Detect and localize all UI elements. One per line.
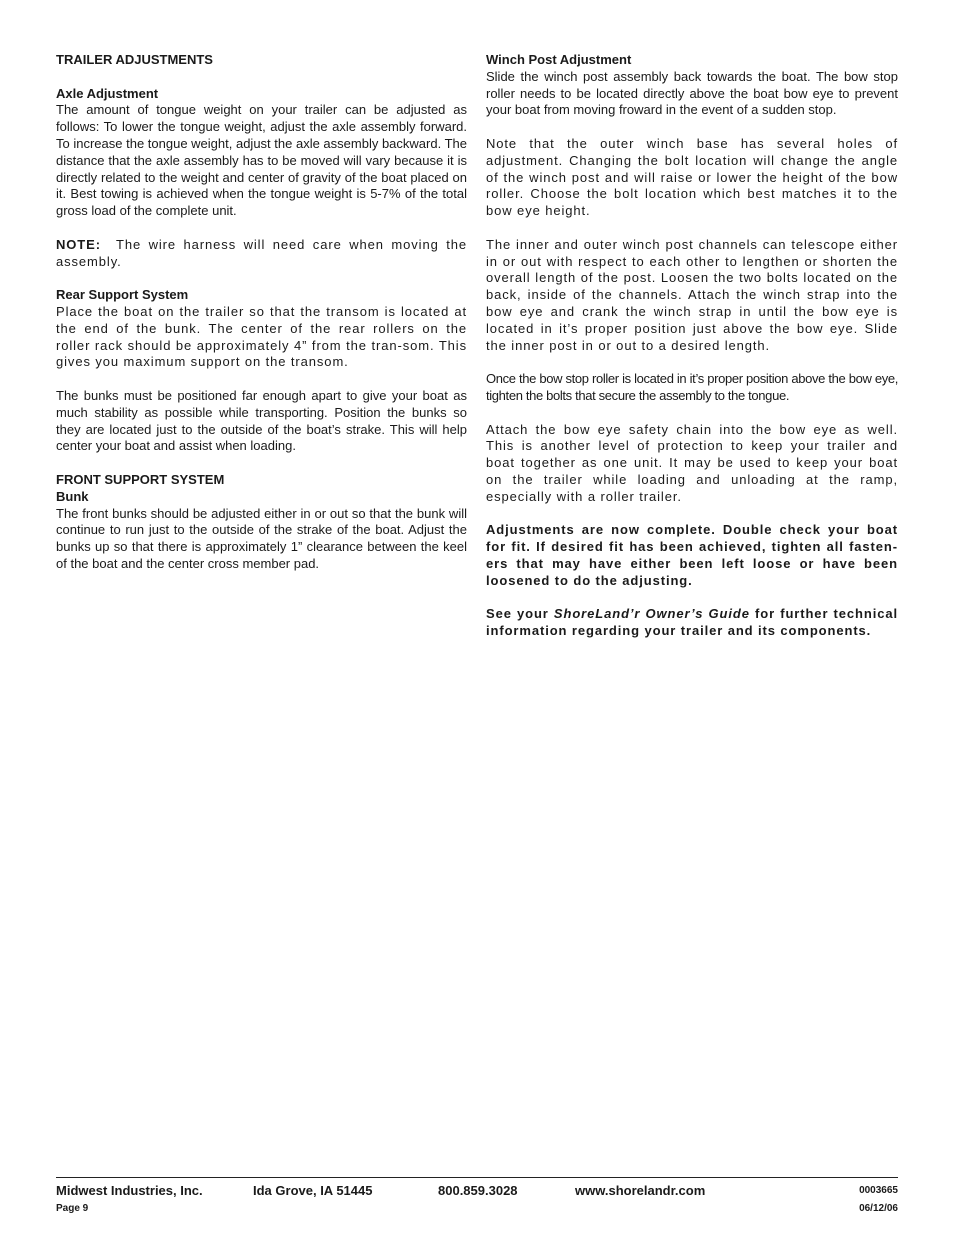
axle-adjustment-body: The amount of tongue weight on your trailer can be adjusted as follows: To lower the tongue weight, adjust the axle assembly forward. To increase the tongue weight, adjust the axle assembly backward. The distance that the axle assembly has to be moved will vary because it is directly related to the weight and center of gravity of the boat placed on it. Best towing is achieved when the tongue weight is 5-7% of the total gross load of the complete unit.: [56, 102, 467, 219]
footer-company: Midwest Industries, Inc.: [56, 1183, 203, 1198]
footer-rule: [56, 1177, 898, 1178]
axle-adjustment-title: Axle Adjustment: [56, 85, 159, 101]
winch-post-body-2: Note that the outer winch base has several holes of adjustment. Changing the bolt location will change the angle of the winch post and will raise or lower the height of the bow roller. Choose the bolt location which best matches it to the bow eye height.: [486, 135, 898, 219]
left-column: [56, 52, 467, 590]
front-support-heading: FRONT SUPPORT SYSTEM: [56, 471, 225, 487]
right-column: [486, 52, 898, 657]
footer-city: Ida Grove, IA 51445: [253, 1183, 373, 1198]
rear-support-title: Rear Support System: [56, 287, 189, 303]
see-guide-paragraph: [486, 606, 898, 640]
note-label: NOTE:: [56, 236, 101, 252]
winch-post-body-1: Slide the winch post assembly back towards the boat. The bow stop roller needs to be located directly above the boat bow eye to prevent your boat from moving froward in the event of a sudden stop.: [486, 68, 898, 118]
footer-row-page: [56, 1203, 898, 1217]
see-guide-pre: See your: [486, 606, 549, 622]
front-support-body: The front bunks should be adjusted either in or out so that the bunk will continue to run just to the outside of the strake of the boat. Adjust the bunks up so that there is approximately 1” clearance between the keel of the boat and the center cross member pad.: [56, 505, 467, 571]
note-paragraph: [56, 237, 467, 271]
note-text: The wire harness will need care when moving the assembly.: [56, 236, 467, 269]
winch-post-body-3: The inner and outer winch post channels can telescope either in or out with respect to each other to lengthen or shorten the overall length of the post. Loosen the two bolts located on the back, inside of the channels. Attach the winch strap into the bow eye and crank the winch strap in until the bow eye is located in it’s proper position just above the bow eye. Slide the inner post in or out to a desired length.: [486, 236, 898, 353]
owners-guide-title: ShoreLand’r Owner’s Guide: [553, 606, 750, 622]
see-guide-post: for further technical information regarding your trailer and its components.: [486, 606, 899, 639]
winch-post-body-4: Once the bow stop roller is located in it’s proper position above the bow eye, tighten the bolts that secure the assembly to the tongue.: [486, 371, 898, 403]
footer-phone: 800.859.3028: [438, 1183, 518, 1198]
section-heading-trailer-adjustments: TRAILER ADJUSTMENTS: [56, 52, 213, 67]
winch-post-body-5: Attach the bow eye safety chain into the bow eye as well. This is another level of protection to keep your trailer and boat together as one unit. It may be used to keep your boat on the trailer while loading and unloading at the ramp, especially with a roller trailer.: [486, 421, 898, 504]
adjustments-complete-paragraph: Adjustments are now complete. Double check your boat for fit. If desired fit has been achieved, tighten all fasten-ers that may have either been left loose or have been loosened to do the adjusting.: [486, 522, 898, 588]
footer-website: www.shorelandr.com: [575, 1183, 706, 1198]
footer-row-contact: [56, 1183, 898, 1201]
bunk-subheading: Bunk: [56, 488, 89, 504]
rear-support-body-1: Place the boat on the trailer so that the transom is located at the end of the bunk. The center of the rear rollers on the roller rack should be approximately 4” from the tran-som. This gives you maximum support on the transom.: [56, 303, 467, 370]
winch-post-title: Winch Post Adjustment: [486, 52, 632, 67]
footer-page-number: Page 9: [56, 1203, 89, 1214]
rear-support-body-2: The bunks must be positioned far enough apart to give your boat as much stability as possible while transporting. Position the bunks so they are located just to the outside of the boat’s strake. This will help center your boat and assist when loading.: [56, 387, 467, 454]
footer-doc-number: 0003665: [859, 1185, 898, 1196]
footer-date: 06/12/06: [859, 1203, 898, 1214]
footer: [56, 1183, 898, 1217]
